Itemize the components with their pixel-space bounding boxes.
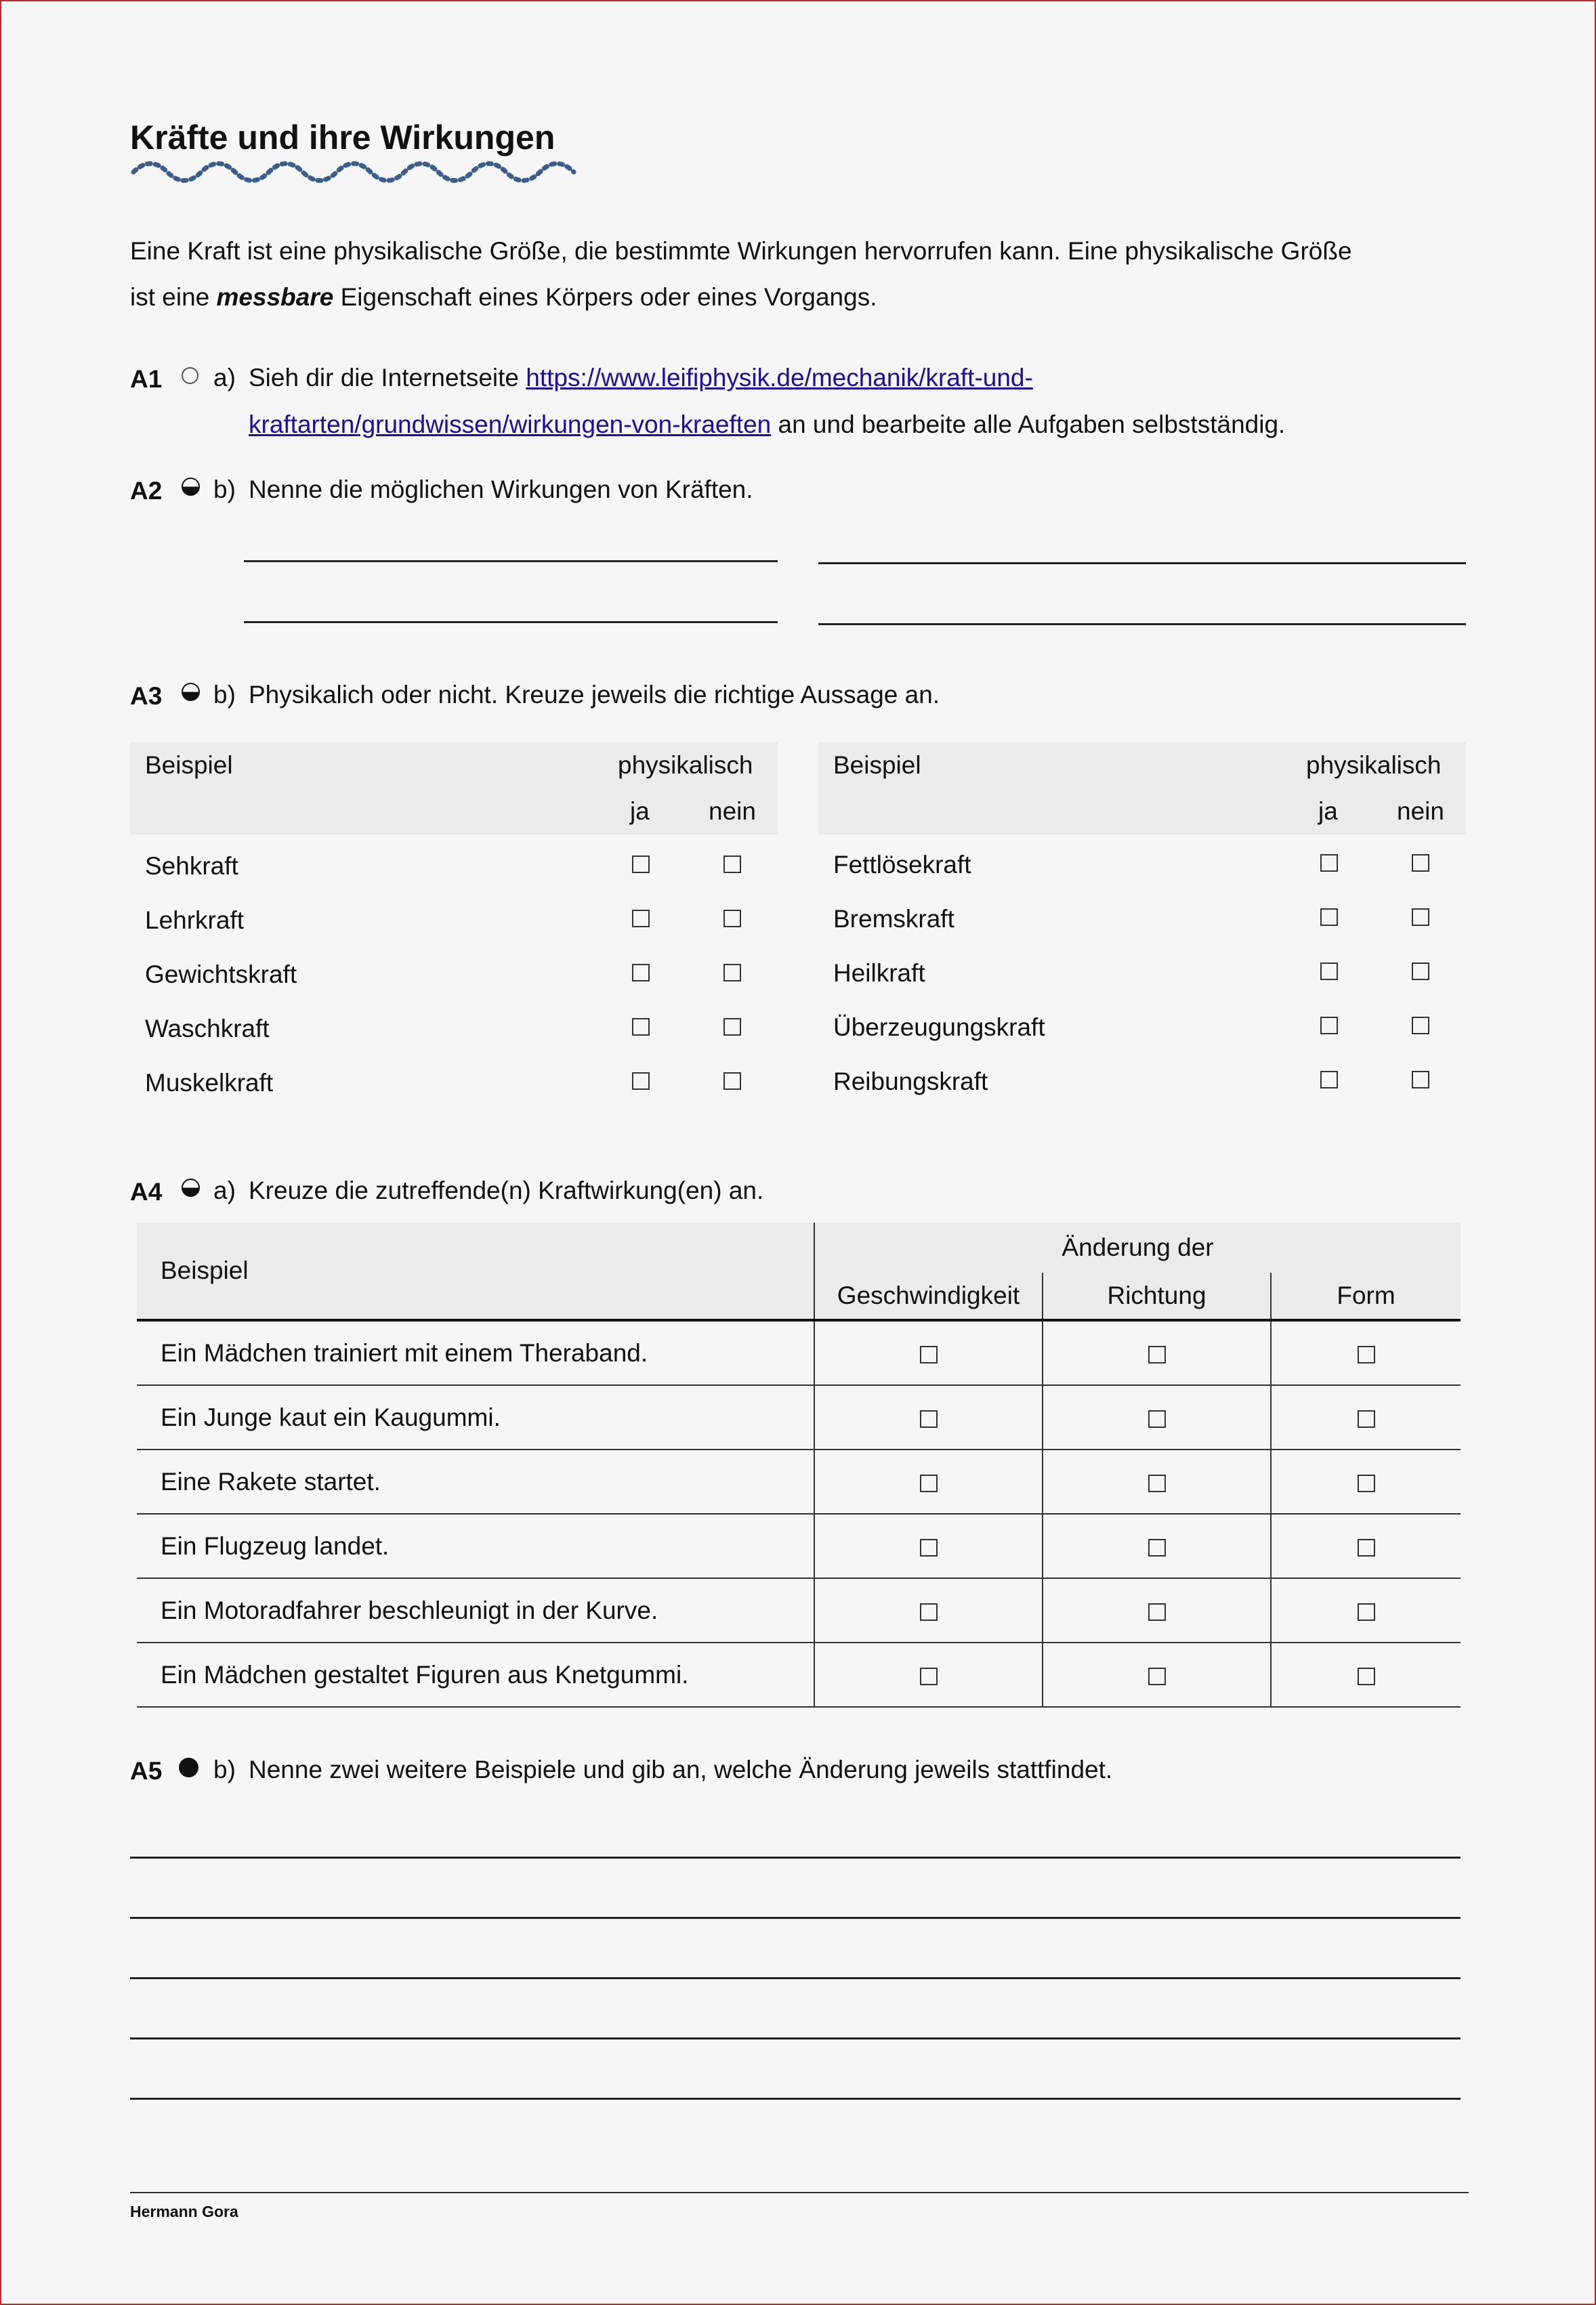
difficulty-half-icon xyxy=(182,478,200,496)
resource-link-continued[interactable]: kraftarten/grundwissen/wirkungen-von-kraeften xyxy=(249,410,772,438)
checkbox-speed[interactable] xyxy=(920,1475,938,1492)
checkbox-direction[interactable] xyxy=(1148,1603,1166,1621)
table-row xyxy=(137,1320,1461,1385)
checkbox-form[interactable] xyxy=(1358,1539,1375,1557)
checkbox-direction[interactable] xyxy=(1148,1668,1166,1685)
task-a3-sub: b) xyxy=(213,681,236,709)
a3-right-row: Fettlösekraft xyxy=(833,851,971,879)
intro-emphasis: messbare xyxy=(216,283,334,311)
task-a1-sub: a) xyxy=(213,364,236,392)
answer-line[interactable] xyxy=(130,2098,1461,2100)
decorative-wave xyxy=(130,152,584,184)
a3-left-col-yes: ja xyxy=(630,797,650,825)
checkbox-no[interactable] xyxy=(1412,963,1429,980)
task-a4-text: Kreuze die zutreffende(n) Kraftwirkung(en) an. xyxy=(249,1177,764,1204)
task-a3-number: A3 xyxy=(130,682,163,710)
checkbox-direction[interactable] xyxy=(1148,1539,1166,1557)
a4-col-form: Form xyxy=(1271,1273,1461,1320)
checkbox-yes[interactable] xyxy=(632,910,650,927)
checkbox-yes[interactable] xyxy=(1320,1017,1338,1034)
checkbox-no[interactable] xyxy=(723,1018,741,1036)
footer-rule xyxy=(130,2192,1469,2193)
a3-left-row: Muskelkraft xyxy=(145,1069,274,1097)
a3-left-row: Waschkraft xyxy=(145,1015,270,1042)
a3-right-row: Heilkraft xyxy=(833,959,925,987)
a3-left-col-physical: physikalisch xyxy=(618,751,753,779)
footer-author: Hermann Gora xyxy=(130,2203,238,2220)
a3-left-col-no: nein xyxy=(709,797,756,825)
task-a1-text-2: kraftarten/grundwissen/wirkungen-von-kraeften an und bearbeite alle Aufgaben selbstständig. xyxy=(249,410,1286,438)
checkbox-direction[interactable] xyxy=(1148,1410,1166,1428)
intro-line-2: ist eine messbare Eigenschaft eines Körpers oder eines Vorgangs. xyxy=(130,283,877,311)
answer-line[interactable] xyxy=(130,1977,1461,1979)
answer-line[interactable] xyxy=(244,621,778,623)
a3-right-col-physical: physikalisch xyxy=(1306,751,1442,779)
a4-example: Eine Rakete startet. xyxy=(137,1450,814,1514)
checkbox-yes[interactable] xyxy=(1320,1071,1338,1088)
task-a4-number: A4 xyxy=(130,1178,163,1206)
checkbox-no[interactable] xyxy=(723,910,741,927)
difficulty-empty-icon xyxy=(182,367,198,384)
checkbox-yes[interactable] xyxy=(1320,908,1338,926)
a4-example: Ein Flugzeug landet. xyxy=(137,1514,814,1578)
a4-col-speed: Geschwindigkeit xyxy=(814,1273,1043,1320)
checkbox-direction[interactable] xyxy=(1148,1346,1166,1363)
intro-line-1: Eine Kraft ist eine physikalische Größe, die bestimmte Wirkungen hervorrufen kann. Eine physikalische Größe xyxy=(130,237,1352,265)
a3-right-row: Bremskraft xyxy=(833,905,954,933)
task-a5-text: Nenne zwei weitere Beispiele und gib an, welche Änderung jeweils stattfindet. xyxy=(249,1756,1113,1783)
a3-right-col-yes: ja xyxy=(1318,797,1338,825)
a4-example: Ein Junge kaut ein Kaugummi. xyxy=(137,1385,814,1450)
checkbox-no[interactable] xyxy=(723,964,741,981)
checkbox-no[interactable] xyxy=(1412,1017,1429,1034)
a4-example: Ein Motoradfahrer beschleunigt in der Kurve. xyxy=(137,1578,814,1643)
checkbox-no[interactable] xyxy=(1412,1071,1429,1088)
task-a5-sub: b) xyxy=(213,1756,236,1783)
a4-example: Ein Mädchen gestaltet Figuren aus Knetgummi. xyxy=(137,1643,814,1707)
task-a5-number: A5 xyxy=(130,1757,163,1785)
a4-example: Ein Mädchen trainiert mit einem Theraband. xyxy=(137,1320,814,1385)
a3-right-col-example: Beispiel xyxy=(833,751,921,779)
difficulty-half-icon xyxy=(182,1179,200,1197)
checkbox-yes[interactable] xyxy=(632,855,650,873)
page-title: Kräfte und ihre Wirkungen xyxy=(130,119,555,156)
checkbox-form[interactable] xyxy=(1358,1475,1375,1492)
checkbox-speed[interactable] xyxy=(920,1668,938,1685)
checkbox-form[interactable] xyxy=(1358,1346,1375,1363)
answer-line[interactable] xyxy=(818,623,1466,625)
task-a2-text: Nenne die möglichen Wirkungen von Kräften. xyxy=(249,475,753,503)
a3-right-col-no: nein xyxy=(1397,797,1444,825)
task-a3-text: Physikalich oder nicht. Kreuze jeweils die richtige Aussage an. xyxy=(249,681,940,709)
table-row xyxy=(137,1514,1461,1578)
difficulty-full-icon xyxy=(179,1758,198,1777)
answer-line[interactable] xyxy=(130,2037,1461,2039)
a4-col-direction: Richtung xyxy=(1043,1273,1271,1320)
checkbox-yes[interactable] xyxy=(632,1072,650,1090)
table-row xyxy=(137,1578,1461,1643)
a3-left-row: Lehrkraft xyxy=(145,906,245,934)
task-a2-sub: b) xyxy=(213,475,236,503)
checkbox-speed[interactable] xyxy=(920,1539,938,1557)
checkbox-no[interactable] xyxy=(1412,908,1429,926)
checkbox-yes[interactable] xyxy=(632,964,650,981)
checkbox-form[interactable] xyxy=(1358,1410,1375,1428)
checkbox-yes[interactable] xyxy=(632,1018,650,1036)
checkbox-no[interactable] xyxy=(723,855,741,873)
checkbox-form[interactable] xyxy=(1358,1668,1375,1685)
a3-right-row: Reibungskraft xyxy=(833,1067,988,1095)
table-row xyxy=(137,1385,1461,1450)
a4-col-group: Änderung der xyxy=(814,1223,1461,1273)
checkbox-speed[interactable] xyxy=(920,1603,938,1621)
table-row xyxy=(137,1643,1461,1707)
checkbox-no[interactable] xyxy=(1412,854,1429,872)
checkbox-form[interactable] xyxy=(1358,1603,1375,1621)
a3-left-row: Sehkraft xyxy=(145,852,238,880)
difficulty-half-icon xyxy=(182,683,200,701)
checkbox-yes[interactable] xyxy=(1320,854,1338,872)
checkbox-no[interactable] xyxy=(723,1072,741,1090)
task-a1-text: Sieh dir die Internetseite https://www.leifiphysik.de/mechanik/kraft-und- xyxy=(249,364,1033,392)
checkbox-yes[interactable] xyxy=(1320,963,1338,980)
answer-line[interactable] xyxy=(130,1917,1461,1919)
answer-line[interactable] xyxy=(130,1857,1461,1859)
resource-link[interactable]: https://www.leifiphysik.de/mechanik/kraft-und- xyxy=(526,364,1033,392)
checkbox-direction[interactable] xyxy=(1148,1475,1166,1492)
answer-line[interactable] xyxy=(818,562,1466,564)
table-row xyxy=(137,1450,1461,1514)
a4-header-row-1 xyxy=(137,1223,1461,1273)
a3-left-col-example: Beispiel xyxy=(145,751,233,779)
answer-line[interactable] xyxy=(244,560,778,562)
a3-left-row: Gewichtskraft xyxy=(145,960,297,988)
a4-col-example: Beispiel xyxy=(137,1223,814,1320)
a3-right-row: Überzeugungskraft xyxy=(833,1013,1045,1041)
task-a4-sub: a) xyxy=(213,1177,236,1204)
task-a2-number: A2 xyxy=(130,477,163,505)
task-a1-number: A1 xyxy=(130,365,163,393)
checkbox-speed[interactable] xyxy=(920,1346,938,1363)
checkbox-speed[interactable] xyxy=(920,1410,938,1428)
a4-table xyxy=(137,1223,1461,1708)
